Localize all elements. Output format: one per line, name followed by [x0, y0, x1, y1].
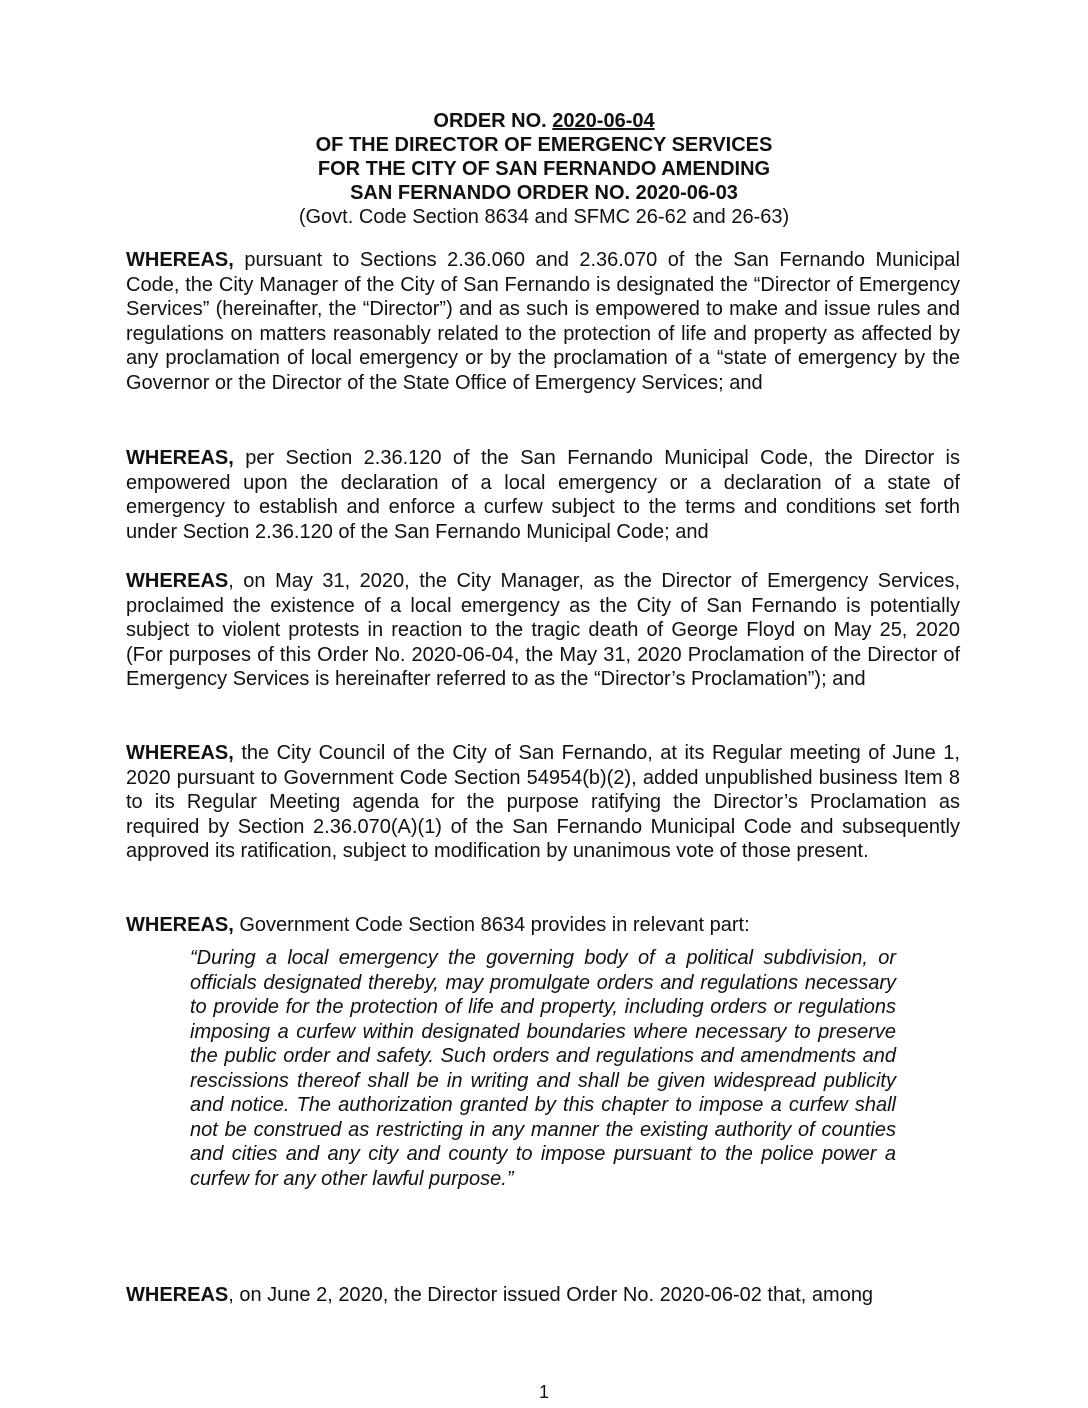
- order-subtitle-line-1: OF THE DIRECTOR OF EMERGENCY SERVICES: [315, 134, 773, 156]
- paragraph-text: , on June 2, 2020, the Director issued Order No. 2020-06-02 that, among: [228, 1284, 874, 1306]
- statute-quote: “During a local emergency the governing body of a political subdivision, or officials designated thereby, may promulgate orders and regulations necessary to provide for the protection of life and property, including orders or regulations imposing a curfew within designated boundaries where necessary to preserve the public order and safety. Such orders and regulations and amendments and rescissions thereof shall be in writing and shall be given widespread publicity and notice. The authorization granted by this chapter to impose a curfew shall not be construed as restricting in any manner the existing authority of counties and cities and any city and county to impose pursuant to the police power a curfew for any other lawful purpose.”: [190, 947, 896, 1190]
- paragraph-text: pursuant to Sections 2.36.060 and 2.36.070 of the San Fernando Municipal Code, the City Manager of the City of San Fernando is designated the “Director of Emergency Services” (hereinafter, the “Director”) and as such is empowered to make and issue rules and regulations on matters reasonably related to the protection of life and property as affected by any proclamation of local emergency or by the proclamation of a “state of emergency by the Governor or the Director of the State Office of Emergency Services; and: [126, 249, 960, 394]
- whereas-label: WHEREAS: [126, 1284, 229, 1306]
- whereas-paragraph-4: [126, 741, 960, 864]
- whereas-paragraph-6: [126, 1283, 960, 1308]
- whereas-paragraph-2: [126, 446, 960, 544]
- order-title: ORDER NO. 2020-06-04: [433, 110, 655, 132]
- order-header: [0, 109, 1088, 229]
- whereas-paragraph-1: [126, 248, 960, 395]
- whereas-label: WHEREAS: [126, 570, 229, 592]
- whereas-paragraph-3: [126, 569, 960, 692]
- whereas-label: WHEREAS,: [126, 249, 234, 271]
- page-number: 1: [538, 1382, 549, 1402]
- order-number: 2020-06-04: [552, 110, 655, 132]
- paragraph-text: , on May 31, 2020, the City Manager, as the Director of Emergency Services, proclaimed the existence of a local emergency as the City of San Fernando is potentially subject to violent protests in reaction to the tragic death of George Floyd on May 25, 2020 (For purposes of this Order No. 2020-06-04, the May 31, 2020 Proclamation of the Director of Emergency Services is hereinafter referred to as the “Director’s Proclamation”); and: [126, 570, 960, 690]
- order-subtitle-line-2: FOR THE CITY OF SAN FERNANDO AMENDING: [317, 158, 771, 180]
- paragraph-text: the City Council of the City of San Fernando, at its Regular meeting of June 1, 2020 pursuant to Government Code Section 54954(b)(2), added unpublished business Item 8 to its Regular Meeting agenda for the purpose ratifying the Director’s Proclamation as required by Section 2.36.070(A)(1) of the San Fernando Municipal Code and subsequently approved its ratification, subject to modification by unanimous vote of those present.: [126, 742, 960, 862]
- whereas-paragraph-5: [126, 913, 960, 938]
- order-subtitle-line-3: SAN FERNANDO ORDER NO. 2020-06-03: [350, 182, 738, 204]
- whereas-label: WHEREAS,: [126, 914, 234, 936]
- paragraph-text: per Section 2.36.120 of the San Fernando Municipal Code, the Director is empowered upon the declaration of a local emergency or a declaration of a state of emergency to establish and enforce a curfew subject to the terms and conditions set forth under Section 2.36.120 of the San Fernando Municipal Code; and: [126, 447, 960, 543]
- order-citation: (Govt. Code Section 8634 and SFMC 26-62 and 26-63): [298, 206, 790, 228]
- whereas-label: WHEREAS,: [126, 742, 234, 764]
- paragraph-text: Government Code Section 8634 provides in relevant part:: [233, 914, 750, 936]
- whereas-label: WHEREAS,: [126, 447, 234, 469]
